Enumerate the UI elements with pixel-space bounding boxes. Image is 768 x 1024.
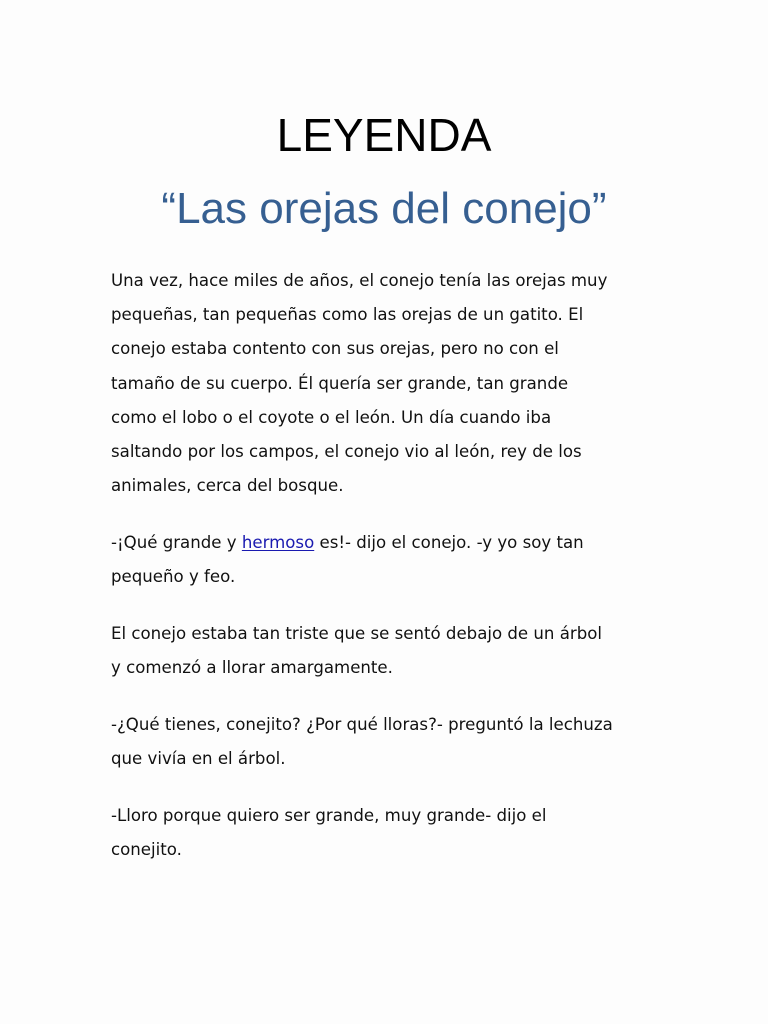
text-line xyxy=(111,526,691,560)
text-line: -¿Qué tienes, conejito? ¿Por qué lloras?- preguntó la lechuza xyxy=(111,714,613,734)
text-line: pequeño y feo. xyxy=(111,567,236,587)
hermoso-link[interactable]: hermoso xyxy=(241,532,315,552)
text-segment: -¡Qué grande y xyxy=(111,532,242,552)
paragraph-conejo-triste xyxy=(111,617,691,685)
document-title: LEYENDA xyxy=(276,109,492,161)
paragraph-conejito-responde xyxy=(111,799,691,867)
text-line: que vivía en el árbol. xyxy=(111,748,286,768)
text-line: -Lloro porque quiero ser grande, muy grande- dijo el xyxy=(111,805,547,825)
text-line: saltando por los campos, el conejo vio al león, rey de los xyxy=(111,442,582,462)
text-line: pequeñas, tan pequeñas como las orejas de un gatito. El xyxy=(111,305,584,325)
text-line: El conejo estaba tan triste que se sentó debajo de un árbol xyxy=(111,623,603,643)
document-subtitle: “Las orejas del conejo” xyxy=(161,184,607,233)
paragraph-dialogue-conejo xyxy=(111,526,691,594)
text-line: conejo estaba contento con sus orejas, pero no con el xyxy=(111,339,559,359)
text-line: como el lobo o el coyote o el león. Un día cuando iba xyxy=(111,407,552,427)
document-body xyxy=(111,264,691,890)
paragraph-intro xyxy=(111,264,691,503)
paragraph-lechuza xyxy=(111,708,691,776)
text-line: tamaño de su cuerpo. Él quería ser grande, tan grande xyxy=(111,373,569,393)
text-segment: es!- dijo el conejo. -y yo soy tan xyxy=(314,532,584,552)
text-line: Una vez, hace miles de años, el conejo tenía las orejas muy xyxy=(111,271,608,290)
text-line: y comenzó a llorar amargamente. xyxy=(111,658,393,678)
text-line: conejito. xyxy=(111,839,182,859)
text-line: animales, cerca del bosque. xyxy=(111,476,344,496)
